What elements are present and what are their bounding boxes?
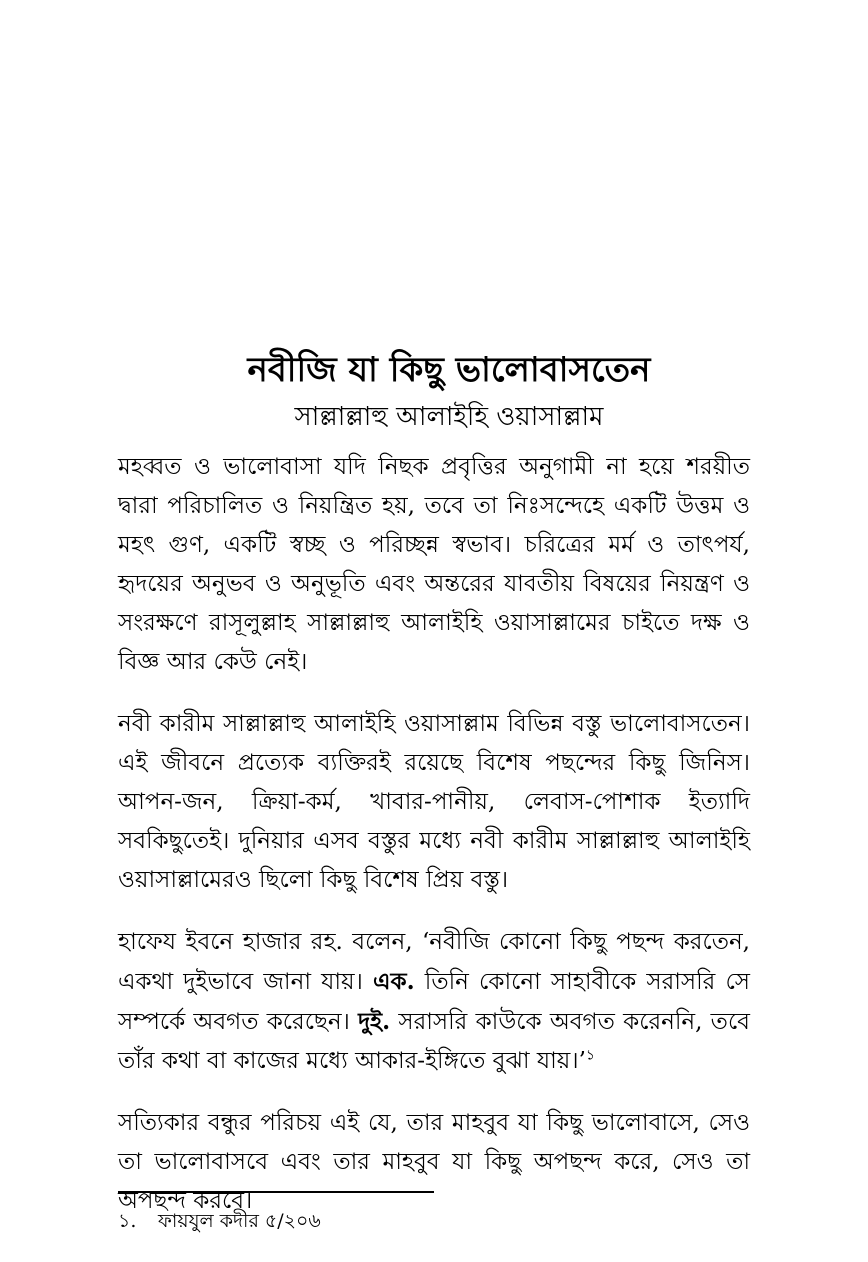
footnote	[118, 1206, 321, 1236]
chapter-title: নবীজি যা কিছু ভালোবাসতেন	[247, 350, 651, 390]
chapter-subtitle: সাল্লাল্লাহু আলাইহি ওয়াসাল্লাম	[294, 402, 604, 432]
footnote-number: ১.	[118, 1210, 137, 1232]
paragraph-3	[118, 923, 750, 1081]
paragraph-3-text-b: তিনি কোনো সাহাবীকে সরাসরি সে সম্পর্কে অবগত করেছেন।	[118, 969, 750, 1035]
point-one-label: এক.	[372, 968, 415, 995]
footnote-reference: ১	[585, 1047, 595, 1064]
paragraph-3-text-a: হাফেয ইবনে হাজার রহ. বলেন, ‘নবীজি কোনো কিছু পছন্দ করতেন, একথা দুইভাবে জানা যায়।	[118, 929, 750, 995]
footnote-text: ফায়যুল কদীর ৫/২০৬	[158, 1210, 321, 1232]
paragraph-3-text-c: সরাসরি কাউকে অবগত করেননি, তবে তাঁর কথা বা কাজের মধ্যে আকার-ইঙ্গিতে বুঝা যায়।’	[118, 1009, 750, 1074]
chapter-heading	[0, 345, 868, 437]
paragraph-1: মহব্বত ও ভালোবাসা যদি নিছক প্রবৃত্তির অনুগামী না হয়ে শরয়ীত দ্বারা পরিচালিত ও নিয়ন্ত্রিত হয়, তবে তা নিঃসন্দেহে একটি উত্তম ও মহৎ গুণ, একটি স্বচ্ছ ও পরিচ্ছন্ন স্বভাব। চরিত্রের মর্ম ও তাৎপর্য, হৃদয়ের অনুভব ও অনুভূতি এবং অন্তরের যাবতীয় বিষয়ের নিয়ন্ত্রণ ও সংরক্ষণে রাসূলুল্লাহ সাল্লাল্লাহু আলাইহি ওয়াসাল্লামের চাইতে দক্ষ ও বিজ্ঞ আর কেউ নেই।	[118, 454, 750, 675]
body-text	[118, 448, 750, 1244]
point-two-label: দুই.	[358, 1008, 391, 1035]
paragraph-2: নবী কারীম সাল্লাল্লাহু আলাইহি ওয়াসাল্লাম বিভিন্ন বস্তু ভালোবাসতেন। এই জীবনে প্রত্যেক ব্যক্তিরই রয়েছে বিশেষ পছন্দের কিছু জিনিস। আপন-জন, ক্রিয়া-কর্ম, খাবার-পানীয়, লেবাস-পোশাক ইত্যাদি সবকিছুতেই। দুনিয়ার এসব বস্তুর মধ্যে নবী কারীম সাল্লাল্লাহু আলাইহি ওয়াসাল্লামেরও ছিলো কিছু বিশেষ প্রিয় বস্তু।	[118, 711, 750, 893]
paragraph-4: সত্যিকার বন্ধুর পরিচয় এই যে, তার মাহবুব যা কিছু ভালোবাসে, সেও তা ভালোবাসবে এবং তার মাহবুব যা কিছু অপছন্দ করে, সেও তা অপছন্দ করবে।	[118, 1110, 750, 1214]
footnote-divider	[118, 1191, 434, 1193]
